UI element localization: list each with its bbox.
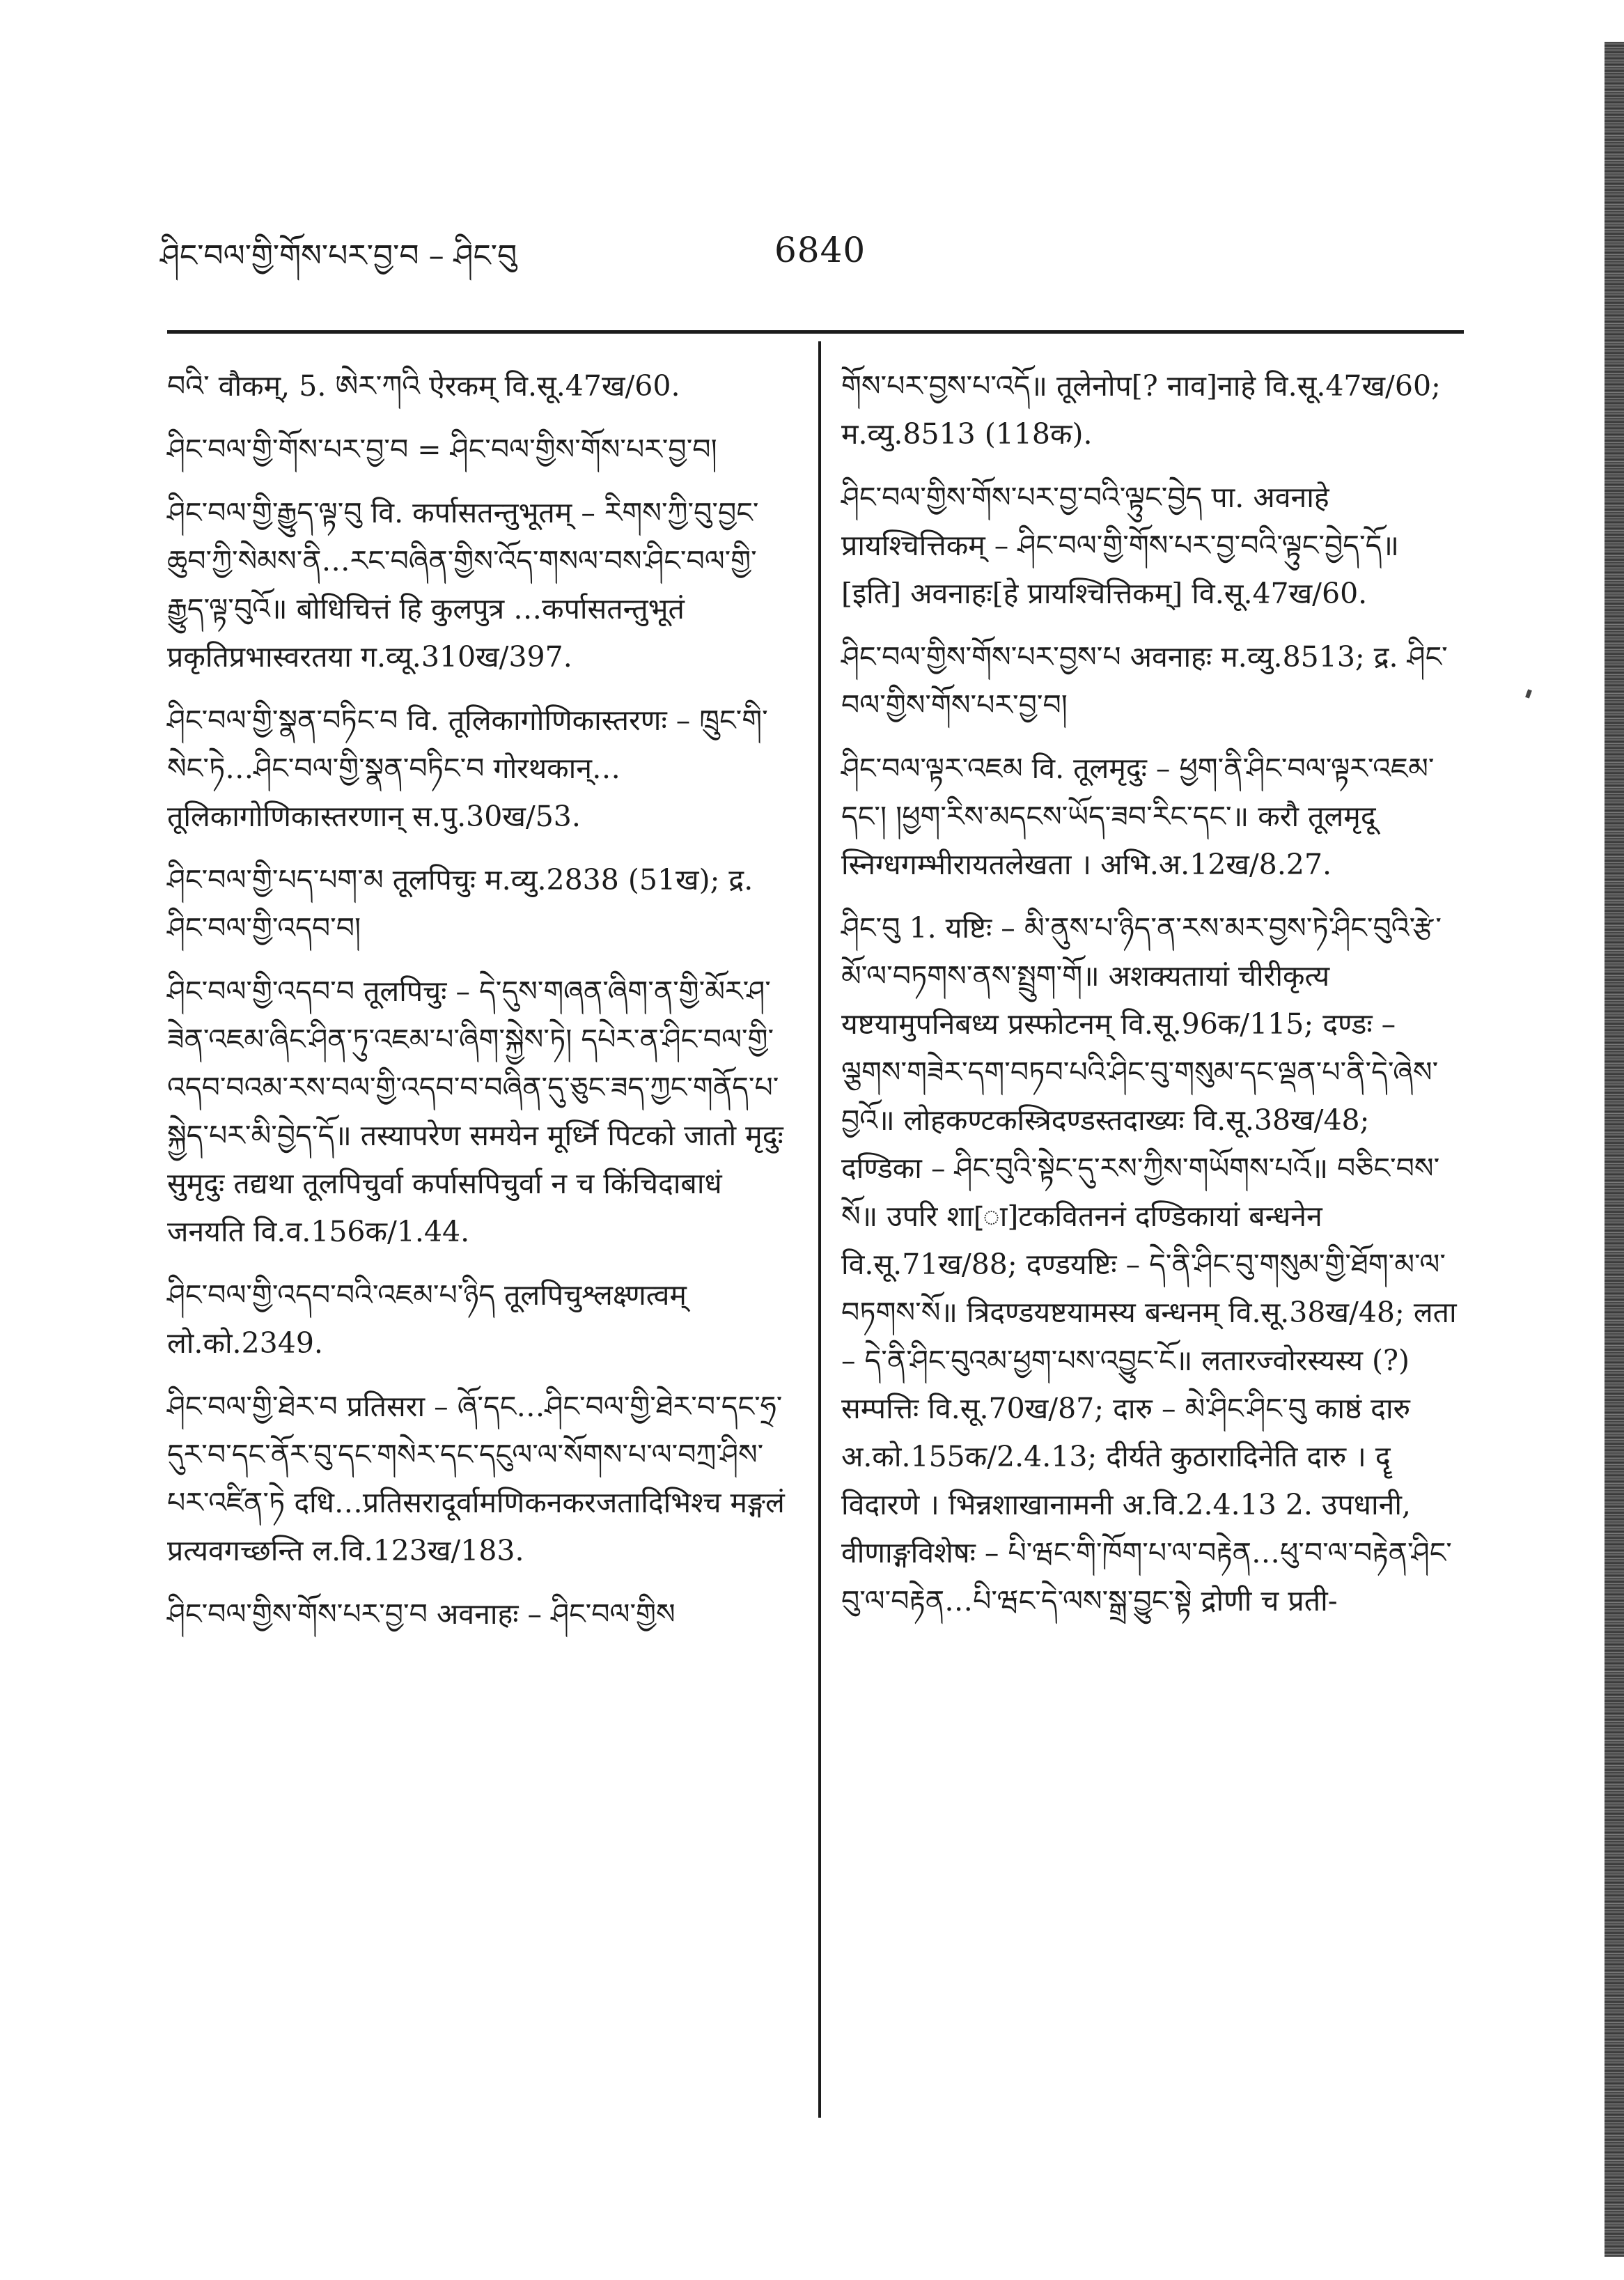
entry-text: ཤིང་བལ་གྱིས་གོས་པར་བྱ་བ अवनाहः – ཤིང་བལ་གྱིས bbox=[167, 1597, 676, 1631]
dictionary-entry bbox=[167, 1383, 787, 1575]
dictionary-entry bbox=[167, 1271, 787, 1367]
dictionary-entry bbox=[167, 489, 787, 681]
dictionary-entry bbox=[841, 474, 1458, 618]
page-number: 6840 bbox=[774, 230, 866, 270]
scan-edge bbox=[1605, 42, 1624, 2257]
dictionary-entry bbox=[167, 697, 787, 841]
entry-text: ཤིང་བལ་གྱི་ཐེར་བ प्रतिसरा – ཞོ་དང…ཤིང་བལ་གྱི་ཐེར་བ་དང་ཧྲ་དུར་བ་དང་ནོར་བུ་དང་གསེར་དང་དངུལ་ལ་སོགས་པ་ལ་བཀྲ་ཤིས་པར་འཛིན་ཏེ दधि…प्रतिसरादूर्वामणिकनकरजतादिभिश्च मङ्गलं प्रत्यवगच्छन्ति ल.वि.123ख/183. bbox=[167, 1390, 785, 1567]
entry-text: གོས་པར་བྱས་པ་འདོ॥ तूलेनोप[? नाव]नाहे वि.सू.47ख/60; म.व्यु.8513 (118क). bbox=[841, 369, 1441, 451]
entry-text: ཤིང་བལ་གྱི་གོས་པར་བྱ་བ = ཤིང་བལ་གྱིས་གོས་པར་བྱ་བ། bbox=[167, 433, 717, 466]
dictionary-entry bbox=[841, 904, 1458, 1625]
dictionary-entry bbox=[167, 968, 787, 1256]
left-column bbox=[167, 362, 787, 1654]
scan-speck bbox=[1525, 689, 1532, 698]
entry-text: ཤིང་བལ་གྱིས་གོས་པར་བྱ་བའི་ལྟུང་བྱེད पा. अवनाहे प्रायश्चित्तिकम् – ཤིང་བལ་གྱི་གོས་པར་བྱ་བའི་ལྟུང་བྱེད་དོ॥ [इति] अवनाहः[हे प्रायश्चित्तिकम्] वि.सू.47ख/60. bbox=[841, 481, 1399, 610]
entry-text: ཤིང་བལ་གྱི་པད་པག་མ तूलपिचुः म.व्यु.2838 (51ख); द्र. ཤིང་བལ་གྱི་འདབ་བ། bbox=[167, 863, 754, 945]
entry-text: བའི་ वौकम्, 5. ཨེར་ཀའི ऐरकम् वि.सू.47ख/60. bbox=[167, 369, 680, 403]
dictionary-entry bbox=[167, 1590, 787, 1638]
dictionary-entry bbox=[841, 633, 1458, 729]
entry-text: ཤིང་བལ་ལྟར་འཇམ वि. तूलमृदुः – ཕྱག་ནི་ཤིང་བལ་ལྟར་འཇམ་དང་། །ཕྱག་རིས་མདངས་ཡོད་ཟབ་རིང་དང་॥ करौ तूलमृदू स्निग्धगम्भीरायतलेखता । अभि.अ.12ख/8.27. bbox=[841, 752, 1435, 881]
entry-text: ཤིང་བལ་གྱི་རྒྱུད་ལྟ་བུ वि. कर्पासतन्तुभूतम् – རིགས་ཀྱི་བུ་བྱང་ཆུབ་ཀྱི་སེམས་ནི…རང་བཞིན་གྱིས་འོད་གསལ་བས་ཤིང་བལ་གྱི་རྒྱུད་ལྟ་བུའོ॥ बोधिचित्तं हि कुलपुत्र …कर्पासतन्तुभूतं प्रकृतिप्रभास्वरतया ग.व्यू.310ख/397. bbox=[167, 496, 759, 674]
entry-text: ཤིང་བལ་གྱི་འདབ་བའི་འཇམ་པ་ཉིད तूलपिचुश्लक्ष्णत्वम् लो.को.2349. bbox=[167, 1278, 687, 1360]
entry-text: ཤིང་བལ་གྱི་སྣན་བཏིང་བ वि. तूलिकागोणिकास्तरणः – ཁྲུང་གི་སེང་ཏེ…ཤིང་བལ་གྱི་སྣན་བཏིང་བ गोरथकान्…तूलिकागोणिकास्तरणान् स.पु.30ख/53. bbox=[167, 704, 768, 833]
dictionary-entry bbox=[841, 362, 1458, 458]
entry-text: ཤིང་བལ་གྱི་འདབ་བ तूलपिचुः – དེ་དུས་གཞན་ཞིག་ན་གྱི་མོར་ཤ་ཟེན་འཇམ་ཞིང་ཤིན་ཏུ་འཇམ་པ་ཞིག་སྐྱེས་ཏེ། དཔེར་ན་ཤིང་བལ་གྱི་འདབ་བའམ་རས་བལ་གྱི་འདབ་བ་བཞིན་དུ་ཅུང་ཟད་ཀྱང་གནོད་པ་སྐྱེད་པར་མི་བྱེད་དོ॥ तस्यापरेण समयेन मूर्ध्नि पिटको जातो मृदुः सुमृदुः तद्यथा तूलपिचुर्वा कर्पासपिचुर्वा न च किंचिदाबाधं जनयति वि.व.156क/1.44. bbox=[167, 975, 783, 1248]
dictionary-entry bbox=[841, 745, 1458, 889]
entry-text: ཤིང་བལ་གྱིས་གོས་པར་བྱས་པ अवनाहः म.व्यु.8513; द्र. ཤིང་བལ་གྱིས་གོས་པར་བྱ་བ། bbox=[841, 640, 1448, 722]
entry-text: ཤིང་བུ 1. यष्टिः – མི་ནུས་པ་ཉིད་ན་རས་མར་བྱས་ཏེ་ཤིང་བུའི་རྩེ་མོ་ལ་བཏགས་ནས་སྤྲུག་གོ॥ अशक्यतायां चीरीकृत्य यष्टयामुपनिबध्य प्रस्फोटनम् वि.सू.96क/115; दण्डः – ལྕགས་གཟེར་དག་བཏབ་པའི་ཤིང་བུ་གསུམ་དང་ལྡན་པ་ནི་དེ་ཞེས་བྱའོ॥ लोहकण्टकस्त्रिदण्डस्तदाख्यः वि.सू.38ख/48; दण्डिका – ཤིང་བུའི་སྟེང་དུ་རས་ཀྱིས་གཡོགས་པའོ॥ བཅིང་བས་སོ॥ उपरि शा[ा]टकवितननं दण्डिकायां बन्धनेन वि.सू.71ख/88; दण्डयष्टिः – དེ་ནི་ཤིང་བུ་གསུམ་གྱི་ཐོག་མ་ལ་བཏགས་སོ॥ त्रिदण्डयष्टयामस्य बन्धनम् वि.सू.38ख/48; लता – དེ་ནི་ཤིང་བུའམ་ཕྱག་པས་འབྱུང་ངོ॥ लतारज्वोरस्यस्य (?) सम्पत्तिः वि.सू.70ख/87; दारु – མེ་ཤིང་ཤིང་བུ काष्ठं दारु अ.को.155क/2.4.13; दीर्यते कुठारादिनेति दारु । दॄ विदारणे । भिन्नशाखानामनी अ.वि.2.4.13 2. उपधानी, वीणाङ्गविशेषः – པི་ཝང་གི་ཁོག་པ་ལ་བརྟེན…ཕུ་བ་ལ་བརྟེན་ཤིང་བུ་ལ་བརྟེན…པི་ཝང་དེ་ལས་སྒྲ་བྱུང་སྟེ द्रोणी च प्रती- bbox=[841, 911, 1457, 1618]
column-divider bbox=[818, 341, 821, 2118]
dictionary-entry bbox=[167, 362, 787, 410]
dictionary-entry bbox=[167, 856, 787, 952]
running-head: ཤིང་བལ་གྱི་གོས་པར་བྱ་བ – ཤིང་བུ bbox=[160, 238, 517, 274]
header-rule bbox=[167, 330, 1464, 334]
dictionary-entry bbox=[167, 426, 787, 474]
right-column bbox=[841, 362, 1458, 1641]
